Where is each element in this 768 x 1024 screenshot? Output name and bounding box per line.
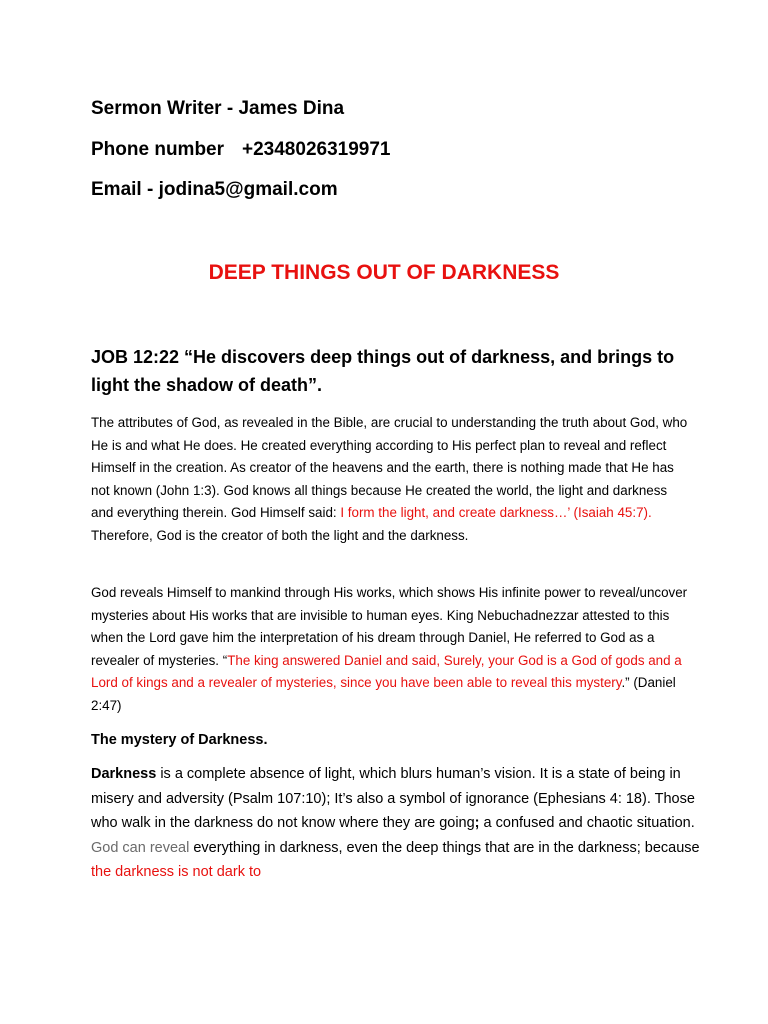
paragraph1-text-a: The attributes of God, as revealed in the Bible, are crucial to understanding the truth about God, who He is and what He does. He created everything according to His perfect plan to reveal and reflect Himself in the creation. As creator of the heavens and the earth, there is nothing made that He has not known (John 1:3). God knows all things because He created the world, the light and darkness and everything therein. God Himself said: xyxy=(91,415,688,521)
paragraph3-semicolon: ; xyxy=(474,815,480,832)
paragraph-attributes xyxy=(91,412,691,548)
paragraph3-text-b: a confused and chaotic situation. xyxy=(479,815,695,832)
darkness-not-dark: the darkness is not dark to xyxy=(91,864,262,881)
sermon-title: DEEP THINGS OUT OF DARKNESS xyxy=(208,261,560,284)
phone-number: +2348026319971 xyxy=(242,139,391,160)
email-line: Email - jodina5@gmail.com xyxy=(91,179,338,200)
daniel-quote: The king answered Daniel and said, Surely, your God is a God of gods and a Lord of kings and a revealer of mysteries, since you have been able to reveal this mystery xyxy=(91,652,682,691)
paragraph3-text-c: everything in darkness, even the deep things that are in the darkness; because xyxy=(189,839,700,856)
paragraph2-text-a: God reveals Himself to mankind through His works, which shows His infinite power to reveal/uncover mysteries about His works that are invisible to human eyes. King Nebuchadnezzar attested to this when the Lord gave him the interpretation of his dream through Daniel, He referred to God as a revealer of mysteries. “ xyxy=(91,585,688,668)
subheading-mystery: The mystery of Darkness. xyxy=(91,732,268,748)
sermon-writer-line: Sermon Writer - James Dina xyxy=(91,98,345,119)
phone-line xyxy=(91,138,390,162)
paragraph1-text-b: Therefore, God is the creator of both the light and the darkness. xyxy=(91,527,469,543)
isaiah-quote: I form the light, and create darkness…’ (Isaiah 45:7). xyxy=(340,505,652,521)
darkness-lead: Darkness xyxy=(91,766,157,782)
scripture-verse: JOB 12:22 “He discovers deep things out of darkness, and brings to light the shadow of death”. xyxy=(91,347,675,395)
paragraph-revealer xyxy=(91,582,691,718)
paragraph-darkness xyxy=(91,762,701,885)
paragraph3-text-a: is a complete absence of light, which blurs human’s vision. It is a state of being in misery and adversity (Psalm 107:10); It’s also a symbol of ignorance (Ephesians 4: 18). Those who walk in the darkness do not know where they are going xyxy=(91,766,695,832)
paragraph2-text-b: .” (Daniel 2:47) xyxy=(91,675,676,713)
god-can-reveal: God can reveal xyxy=(91,839,190,856)
phone-label: Phone number xyxy=(91,139,225,160)
